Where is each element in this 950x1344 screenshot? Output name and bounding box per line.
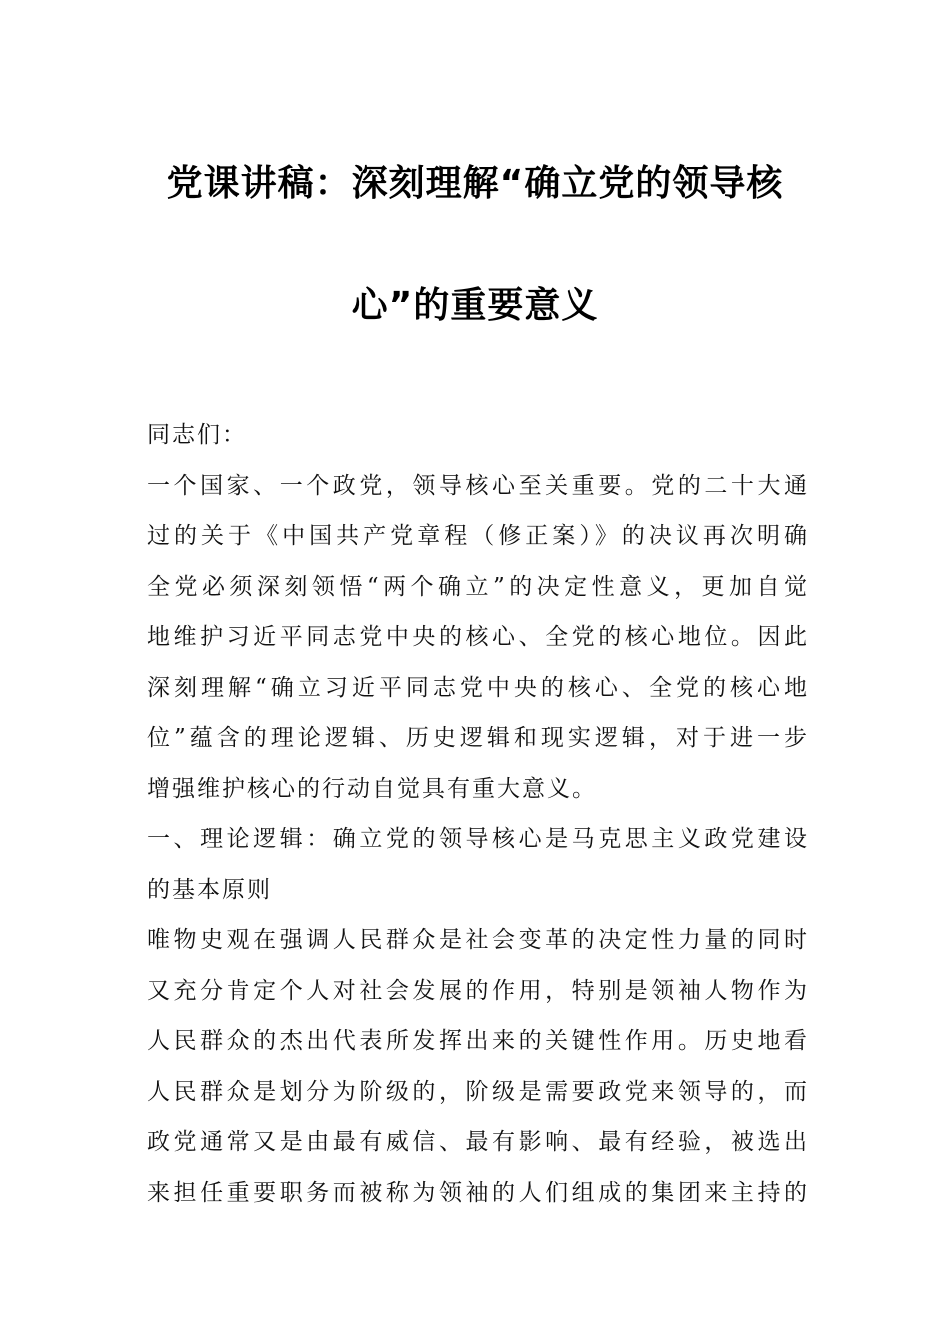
salutation: 同志们：	[147, 422, 247, 448]
paragraph-1-line-6: 位”蕴含的理论逻辑、历史逻辑和现实逻辑，对于进一步	[147, 725, 807, 751]
paragraph-1-line-4: 地维护习近平同志党中央的核心、全党的核心地位。因此	[147, 624, 807, 650]
paragraph-2-line-4: 人民群众是划分为阶级的，阶级是需要政党来领导的，而	[147, 1078, 807, 1105]
paragraph-1-line-3: 全党必须深刻领悟“两个确立”的决定性意义，更加自觉	[147, 573, 807, 600]
section-heading-1-line-1: 一、理论逻辑：确立党的领导核心是马克思主义政党建设	[147, 826, 807, 852]
document-title-line-1: 党课讲稿：深刻理解“确立党的领导核	[166, 163, 784, 204]
document-title-line-2: 心”的重要意义	[351, 285, 599, 326]
paragraph-1-line-5: 深刻理解“确立习近平同志党中央的核心、全党的核心地	[147, 674, 807, 701]
document-body	[147, 410, 807, 1218]
paragraph-2-line-1: 唯物史观在强调人民群众是社会变革的决定性力量的同时	[147, 927, 807, 953]
paragraph-1-line-2: 过的关于《中国共产党章程（修正案）》的决议再次明确	[147, 523, 807, 549]
paragraph-1-line-1: 一个国家、一个政党，领导核心至关重要。党的二十大通	[147, 472, 807, 499]
paragraph-1-line-7: 增强维护核心的行动自觉具有重大意义。	[147, 775, 597, 802]
paragraph-2-line-3: 人民群众的杰出代表所发挥出来的关键性作用。历史地看	[147, 1028, 807, 1054]
paragraph-2-line-2: 又充分肯定个人对社会发展的作用，特别是领袖人物作为	[147, 977, 807, 1004]
section-heading-1-line-2: 的基本原则	[147, 876, 272, 903]
paragraph-2-line-5: 政党通常又是由最有威信、最有影响、最有经验，被选出	[147, 1129, 807, 1155]
paragraph-2-line-6: 来担任重要职务而被称为领袖的人们组成的集团来主持的	[147, 1179, 807, 1206]
